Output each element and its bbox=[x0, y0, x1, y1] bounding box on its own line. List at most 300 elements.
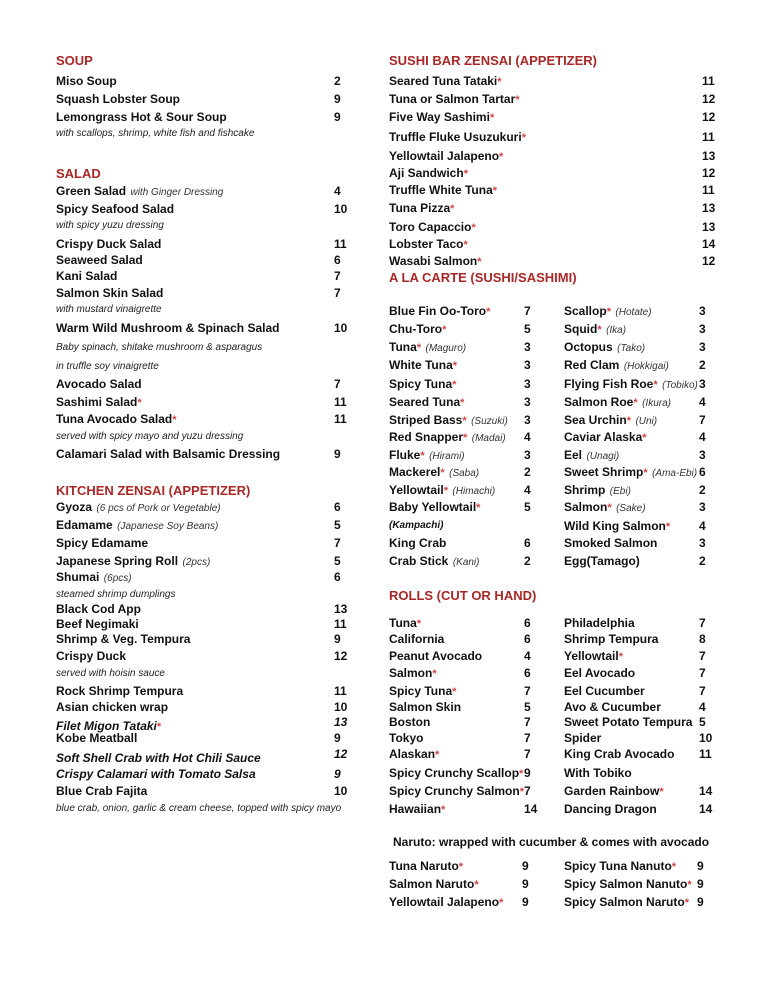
item-description: served with hoisin sauce bbox=[56, 668, 165, 679]
section-title-soup: SOUP bbox=[56, 53, 93, 68]
spicy-raw-marker: * bbox=[450, 203, 455, 215]
item-price: 12 bbox=[702, 92, 716, 106]
spicy-raw-marker: * bbox=[519, 768, 524, 780]
menu-item bbox=[56, 500, 221, 516]
item-price: 3 bbox=[699, 448, 706, 462]
item-price: 3 bbox=[699, 377, 706, 391]
item-description: blue crab, onion, garlic & cream cheese, topped with spicy mayo bbox=[56, 803, 342, 814]
item-price: 7 bbox=[524, 684, 531, 698]
menu-item bbox=[56, 751, 261, 765]
item-name: Eel Avocado bbox=[564, 666, 636, 680]
menu-item bbox=[389, 166, 468, 181]
spicy-raw-marker: * bbox=[519, 786, 524, 798]
item-name: Boston bbox=[389, 715, 431, 729]
menu-item bbox=[564, 554, 640, 568]
menu-item bbox=[56, 286, 163, 300]
spicy-raw-marker: * bbox=[665, 521, 671, 533]
item-price: 9 bbox=[334, 92, 341, 106]
menu-item bbox=[389, 895, 503, 910]
item-price: 10 bbox=[334, 700, 348, 714]
menu-item bbox=[389, 183, 497, 198]
item-price: 12 bbox=[702, 166, 716, 180]
spicy-raw-marker: * bbox=[156, 721, 162, 733]
item-name: Gyoza bbox=[56, 500, 93, 514]
item-name: Spicy Salmon Naruto bbox=[564, 895, 685, 909]
item-note: (Tako) bbox=[617, 343, 646, 354]
spicy-raw-marker: * bbox=[463, 239, 468, 251]
item-price: 3 bbox=[699, 340, 706, 354]
menu-item bbox=[389, 220, 476, 235]
item-name: Chu-Toro bbox=[389, 322, 443, 336]
spicy-raw-marker: * bbox=[443, 485, 448, 497]
item-price: 2 bbox=[699, 483, 706, 497]
menu-item bbox=[389, 340, 466, 356]
menu-item bbox=[56, 784, 147, 798]
spicy-raw-marker: * bbox=[471, 222, 476, 234]
spicy-raw-marker: * bbox=[659, 786, 664, 798]
menu-item bbox=[56, 184, 223, 200]
item-name: Miso Soup bbox=[56, 74, 117, 88]
item-price: 9 bbox=[334, 447, 341, 461]
item-name: Japanese Spring Roll bbox=[56, 554, 179, 568]
item-name: Lemongrass Hot & Sour Soup bbox=[56, 110, 227, 124]
item-price: 6 bbox=[524, 666, 531, 680]
spicy-raw-marker: * bbox=[642, 432, 647, 444]
menu-item bbox=[564, 649, 623, 664]
menu-item bbox=[564, 731, 601, 745]
item-name: Tuna bbox=[389, 616, 417, 630]
item-price: 7 bbox=[699, 649, 706, 663]
item-name: Crispy Duck Salad bbox=[56, 237, 162, 251]
item-price: 4 bbox=[699, 700, 706, 714]
item-price: 3 bbox=[524, 358, 531, 372]
menu-item bbox=[564, 340, 645, 356]
item-price: 7 bbox=[699, 413, 706, 427]
section-title-kitchen-zensai: KITCHEN ZENSAI (APPETIZER) bbox=[56, 483, 251, 498]
spicy-raw-marker: * bbox=[597, 324, 602, 336]
menu-item bbox=[56, 518, 218, 534]
item-description: steamed shrimp dumplings bbox=[56, 589, 176, 600]
item-price: 3 bbox=[524, 340, 531, 354]
item-note: (Saba) bbox=[449, 468, 480, 479]
item-note: (2pcs) bbox=[182, 557, 211, 568]
spicy-raw-marker: * bbox=[499, 151, 504, 163]
menu-item bbox=[564, 519, 670, 534]
item-name: Yellowtail bbox=[389, 483, 444, 497]
menu-item bbox=[56, 269, 117, 283]
spicy-raw-marker: * bbox=[440, 467, 445, 479]
item-name: Green Salad bbox=[56, 184, 127, 198]
spicy-raw-marker: * bbox=[521, 132, 526, 144]
item-price: 13 bbox=[334, 602, 348, 616]
item-price: 10 bbox=[334, 202, 348, 216]
menu-item bbox=[389, 130, 526, 145]
section-title-salad: SALAD bbox=[56, 166, 101, 181]
menu-item bbox=[564, 632, 658, 646]
section-title-rolls: ROLLS (CUT OR HAND) bbox=[389, 588, 537, 603]
menu-item bbox=[564, 500, 646, 516]
item-name: Spicy Edamame bbox=[56, 536, 149, 550]
item-price: 11 bbox=[699, 747, 712, 761]
menu-item bbox=[564, 859, 676, 874]
item-price: 14 bbox=[699, 802, 713, 816]
item-name: Salmon bbox=[389, 666, 433, 680]
item-price: 5 bbox=[524, 500, 531, 514]
item-price: 3 bbox=[524, 413, 531, 427]
item-name: Spicy Tuna bbox=[389, 684, 453, 698]
item-price: 13 bbox=[334, 715, 348, 729]
item-price: 14 bbox=[524, 802, 538, 816]
menu-item bbox=[564, 877, 692, 892]
item-price: 7 bbox=[524, 784, 531, 798]
item-name: Garden Rainbow bbox=[564, 784, 660, 798]
item-name: Asian chicken wrap bbox=[56, 700, 169, 714]
item-price: 12 bbox=[702, 110, 716, 124]
menu-item bbox=[389, 500, 480, 515]
menu-item bbox=[56, 377, 142, 391]
item-description: with spicy yuzu dressing bbox=[56, 220, 164, 231]
item-name: Salmon Naruto bbox=[389, 877, 475, 891]
item-note: (Tobiko) bbox=[662, 380, 698, 391]
menu-item bbox=[389, 766, 523, 781]
item-name: Shrimp bbox=[564, 483, 606, 497]
menu-item bbox=[389, 700, 461, 714]
item-name: Spicy Crunchy Salmon bbox=[389, 784, 520, 798]
menu-item bbox=[389, 448, 465, 464]
item-price: 4 bbox=[524, 649, 531, 663]
menu-item bbox=[564, 895, 689, 910]
item-price: 10 bbox=[699, 731, 713, 745]
menu-item bbox=[389, 377, 456, 392]
spicy-raw-marker: * bbox=[486, 306, 491, 318]
item-name: Tuna bbox=[389, 340, 417, 354]
menu-item bbox=[56, 767, 256, 781]
item-note: (Suzuki) bbox=[471, 416, 508, 427]
menu-item bbox=[564, 465, 697, 481]
spicy-raw-marker: * bbox=[477, 256, 482, 268]
menu-item bbox=[56, 632, 190, 646]
item-name: Spicy Crunchy Scallop bbox=[389, 766, 520, 780]
item-price: 7 bbox=[699, 684, 706, 698]
menu-item bbox=[56, 92, 180, 106]
item-name: Crispy Calamari with Tomato Salsa bbox=[56, 767, 256, 781]
item-price: 7 bbox=[334, 269, 341, 283]
menu-item bbox=[564, 413, 657, 429]
item-name: Crab Stick bbox=[389, 554, 449, 568]
item-price: 10 bbox=[334, 784, 348, 798]
menu-item bbox=[56, 412, 177, 427]
item-price: 11 bbox=[334, 617, 347, 631]
item-name: Salmon Roe bbox=[564, 395, 634, 409]
item-price: 3 bbox=[524, 448, 531, 462]
item-name: Spicy Salmon Nanuto bbox=[564, 877, 688, 891]
item-note: (Maguro) bbox=[425, 343, 467, 354]
item-description: served with spicy mayo and yuzu dressing bbox=[56, 431, 244, 442]
item-price: 7 bbox=[334, 286, 341, 300]
spicy-raw-marker: * bbox=[671, 861, 677, 873]
item-name: Edamame bbox=[56, 518, 113, 532]
item-name: Sweet Shrimp bbox=[564, 465, 644, 479]
item-name: Wasabi Salmon bbox=[389, 254, 478, 268]
menu-item bbox=[564, 715, 692, 729]
menu-item bbox=[564, 430, 647, 445]
item-description: with scallops, shrimp, white fish and fishcake bbox=[56, 128, 255, 139]
item-name: Yellowtail bbox=[564, 649, 619, 663]
menu-item bbox=[389, 110, 494, 125]
item-name: Eel bbox=[564, 448, 583, 462]
item-price: 4 bbox=[524, 430, 531, 444]
spicy-raw-marker: * bbox=[607, 502, 612, 514]
item-name: Filet Migon Tataki bbox=[56, 719, 157, 733]
item-price: 9 bbox=[334, 767, 341, 781]
item-name: Avocado Salad bbox=[56, 377, 142, 391]
item-note: (6 pcs of Pork or Vegetable) bbox=[96, 503, 221, 514]
item-note: (Hotate) bbox=[615, 307, 652, 318]
item-name: Spicy Tuna bbox=[389, 377, 453, 391]
spicy-raw-marker: * bbox=[515, 94, 520, 106]
item-price: 11 bbox=[702, 130, 715, 144]
item-name: Shumai bbox=[56, 570, 100, 584]
item-name: Blue Fin Oo-Toro bbox=[389, 304, 487, 318]
menu-item bbox=[389, 747, 439, 762]
spicy-raw-marker: * bbox=[489, 112, 495, 124]
item-price: 9 bbox=[697, 859, 704, 873]
item-name: Salmon Skin Salad bbox=[56, 286, 164, 300]
item-price: 7 bbox=[334, 377, 341, 391]
item-name: Salmon bbox=[564, 500, 608, 514]
menu-item bbox=[389, 465, 479, 481]
section-title-a-la-carte: A LA CARTE (SUSHI/SASHIMI) bbox=[389, 270, 577, 285]
menu-item bbox=[56, 536, 148, 550]
item-description: in truffle soy vinaigrette bbox=[56, 361, 159, 372]
spicy-raw-marker: * bbox=[684, 897, 689, 909]
item-price: 2 bbox=[524, 465, 531, 479]
item-note: with Ginger Dressing bbox=[130, 187, 224, 198]
item-note: (Hokkigai) bbox=[623, 361, 669, 372]
item-price: 14 bbox=[702, 237, 716, 251]
menu-item bbox=[56, 395, 142, 410]
item-price: 2 bbox=[699, 358, 706, 372]
item-name: Spicy Seafood Salad bbox=[56, 202, 175, 216]
item-price: 9 bbox=[334, 632, 341, 646]
section-title-sushi-bar-zensai: SUSHI BAR ZENSAI (APPETIZER) bbox=[389, 53, 598, 68]
spicy-raw-marker: * bbox=[476, 502, 481, 514]
item-name: Calamari Salad with Balsamic Dressing bbox=[56, 447, 281, 461]
spicy-raw-marker: * bbox=[643, 467, 648, 479]
menu-item bbox=[56, 684, 183, 698]
item-price: 11 bbox=[334, 237, 347, 251]
item-price: 3 bbox=[699, 322, 706, 336]
item-price: 7 bbox=[524, 731, 531, 745]
menu-item bbox=[56, 321, 279, 335]
item-name: Lobster Taco bbox=[389, 237, 464, 251]
item-name: Kobe Meatball bbox=[56, 731, 138, 745]
menu-item bbox=[56, 700, 168, 714]
item-price: 11 bbox=[334, 395, 347, 409]
spicy-raw-marker: * bbox=[474, 879, 479, 891]
menu-item bbox=[564, 700, 661, 714]
item-note: (Sake) bbox=[616, 503, 646, 514]
item-name: Crispy Duck bbox=[56, 649, 127, 663]
item-name: Mackerel bbox=[389, 465, 441, 479]
menu-item bbox=[564, 304, 652, 320]
spicy-raw-marker: * bbox=[633, 397, 638, 409]
menu-item bbox=[389, 536, 446, 550]
item-price: 11 bbox=[334, 684, 347, 698]
item-name: Beef Negimaki bbox=[56, 617, 139, 631]
item-note: (Ama-Ebi) bbox=[652, 468, 698, 479]
item-price: 9 bbox=[334, 731, 341, 745]
item-name: Sweet Potato Tempura bbox=[564, 715, 693, 729]
item-name: Flying Fish Roe bbox=[564, 377, 654, 391]
item-price: 10 bbox=[334, 321, 348, 335]
menu-item bbox=[389, 149, 503, 164]
menu-item bbox=[56, 74, 117, 88]
item-note: (Ika) bbox=[606, 325, 627, 336]
spicy-raw-marker: * bbox=[441, 804, 446, 816]
menu-item bbox=[389, 684, 456, 699]
item-price: 6 bbox=[334, 253, 341, 267]
item-description: with mustard vinaigrette bbox=[56, 304, 162, 315]
spicy-raw-marker: * bbox=[416, 618, 422, 630]
item-name: White Tuna bbox=[389, 358, 453, 372]
spicy-raw-marker: * bbox=[452, 379, 457, 391]
item-name: Dancing Dragon bbox=[564, 802, 657, 816]
menu-item bbox=[564, 358, 669, 374]
item-price: 6 bbox=[524, 616, 531, 630]
menu-item bbox=[389, 483, 495, 499]
item-price: 9 bbox=[524, 766, 531, 780]
item-name: Caviar Alaska bbox=[564, 430, 643, 444]
menu-item bbox=[56, 202, 174, 216]
item-price: 12 bbox=[334, 649, 348, 663]
item-price: 9 bbox=[697, 895, 704, 909]
item-price: 2 bbox=[334, 74, 341, 88]
spicy-raw-marker: * bbox=[499, 897, 504, 909]
item-price: 7 bbox=[699, 666, 706, 680]
item-price: 7 bbox=[524, 715, 531, 729]
item-name: Wild King Salmon bbox=[564, 519, 666, 533]
menu-item bbox=[389, 395, 464, 410]
menu-item bbox=[389, 784, 524, 799]
item-note: (Ebi) bbox=[609, 486, 631, 497]
item-name: Scallop bbox=[564, 304, 607, 318]
item-name: Seared Tuna Tataki bbox=[389, 74, 498, 88]
item-name: Tuna Pizza bbox=[389, 201, 451, 215]
menu-item bbox=[389, 632, 444, 646]
item-description: (Kampachi) bbox=[389, 520, 444, 531]
menu-item bbox=[56, 602, 141, 616]
item-note: (Kani) bbox=[452, 557, 480, 568]
item-name: Baby Yellowtail bbox=[389, 500, 477, 514]
menu-item bbox=[56, 731, 137, 745]
item-note: (Unagi) bbox=[586, 451, 620, 462]
spicy-raw-marker: * bbox=[420, 450, 425, 462]
item-name: With Tobiko bbox=[564, 766, 632, 780]
item-name: Squid bbox=[564, 322, 598, 336]
menu-item bbox=[389, 201, 454, 216]
item-price: 13 bbox=[702, 220, 716, 234]
menu-item bbox=[389, 554, 480, 570]
item-name: Sashimi Salad bbox=[56, 395, 138, 409]
item-name: Squash Lobster Soup bbox=[56, 92, 181, 106]
item-name: Kani Salad bbox=[56, 269, 118, 283]
item-price: 3 bbox=[524, 395, 531, 409]
item-name: Warm Wild Mushroom & Spinach Salad bbox=[56, 321, 280, 335]
item-name: Fluke bbox=[389, 448, 421, 462]
menu-item bbox=[389, 413, 508, 429]
item-name: Octopus bbox=[564, 340, 613, 354]
item-price: 9 bbox=[522, 859, 529, 873]
menu-item bbox=[564, 802, 657, 816]
item-name: Tuna Avocado Salad bbox=[56, 412, 173, 426]
item-name: Smoked Salmon bbox=[564, 536, 658, 550]
item-price: 7 bbox=[334, 536, 341, 550]
menu-item bbox=[564, 616, 635, 630]
menu-item bbox=[564, 395, 671, 411]
item-name: Rock Shrimp Tempura bbox=[56, 684, 184, 698]
menu-item bbox=[389, 254, 482, 269]
menu-item bbox=[56, 617, 139, 631]
menu-item bbox=[56, 570, 132, 586]
menu-item bbox=[389, 74, 502, 89]
menu-item bbox=[389, 715, 430, 729]
spicy-raw-marker: * bbox=[463, 432, 468, 444]
naruto-description: Naruto: wrapped with cucumber & comes with avocado bbox=[393, 835, 710, 849]
item-note: (Himachi) bbox=[452, 486, 496, 497]
item-name: Blue Crab Fajita bbox=[56, 784, 148, 798]
item-price: 2 bbox=[524, 554, 531, 568]
item-name: Tokyo bbox=[389, 731, 424, 745]
item-price: 4 bbox=[699, 430, 706, 444]
spicy-raw-marker: * bbox=[653, 379, 658, 391]
item-price: 4 bbox=[699, 519, 706, 533]
menu-item bbox=[389, 731, 423, 745]
item-price: 4 bbox=[524, 483, 531, 497]
menu-item bbox=[389, 859, 463, 874]
item-price: 6 bbox=[524, 536, 531, 550]
menu-item bbox=[564, 666, 635, 680]
item-price: 4 bbox=[334, 184, 341, 198]
menu-item bbox=[564, 483, 631, 499]
item-price: 5 bbox=[334, 518, 341, 532]
item-name: Salmon Skin bbox=[389, 700, 462, 714]
item-name: Seared Tuna bbox=[389, 395, 461, 409]
spicy-raw-marker: * bbox=[460, 397, 465, 409]
item-price: 11 bbox=[702, 183, 715, 197]
item-name: Soft Shell Crab with Hot Chili Sauce bbox=[56, 751, 261, 765]
menu-item bbox=[564, 747, 674, 761]
spicy-raw-marker: * bbox=[416, 342, 422, 354]
menu-item bbox=[56, 447, 280, 461]
item-price: 3 bbox=[699, 536, 706, 550]
item-price: 5 bbox=[334, 554, 341, 568]
item-price: 12 bbox=[702, 254, 716, 268]
item-note: (Madai) bbox=[471, 433, 506, 444]
item-name: Tuna or Salmon Tartar bbox=[389, 92, 516, 106]
item-price: 9 bbox=[697, 877, 704, 891]
item-note: (Hirami) bbox=[429, 451, 465, 462]
item-price: 13 bbox=[702, 149, 716, 163]
spicy-raw-marker: * bbox=[618, 651, 623, 663]
item-price: 6 bbox=[334, 500, 341, 514]
spicy-raw-marker: * bbox=[137, 397, 142, 409]
item-name: King Crab bbox=[389, 536, 447, 550]
item-note: (6pcs) bbox=[103, 573, 132, 584]
item-price: 6 bbox=[334, 570, 341, 584]
item-name: Red Snapper bbox=[389, 430, 464, 444]
spicy-raw-marker: * bbox=[687, 879, 692, 891]
